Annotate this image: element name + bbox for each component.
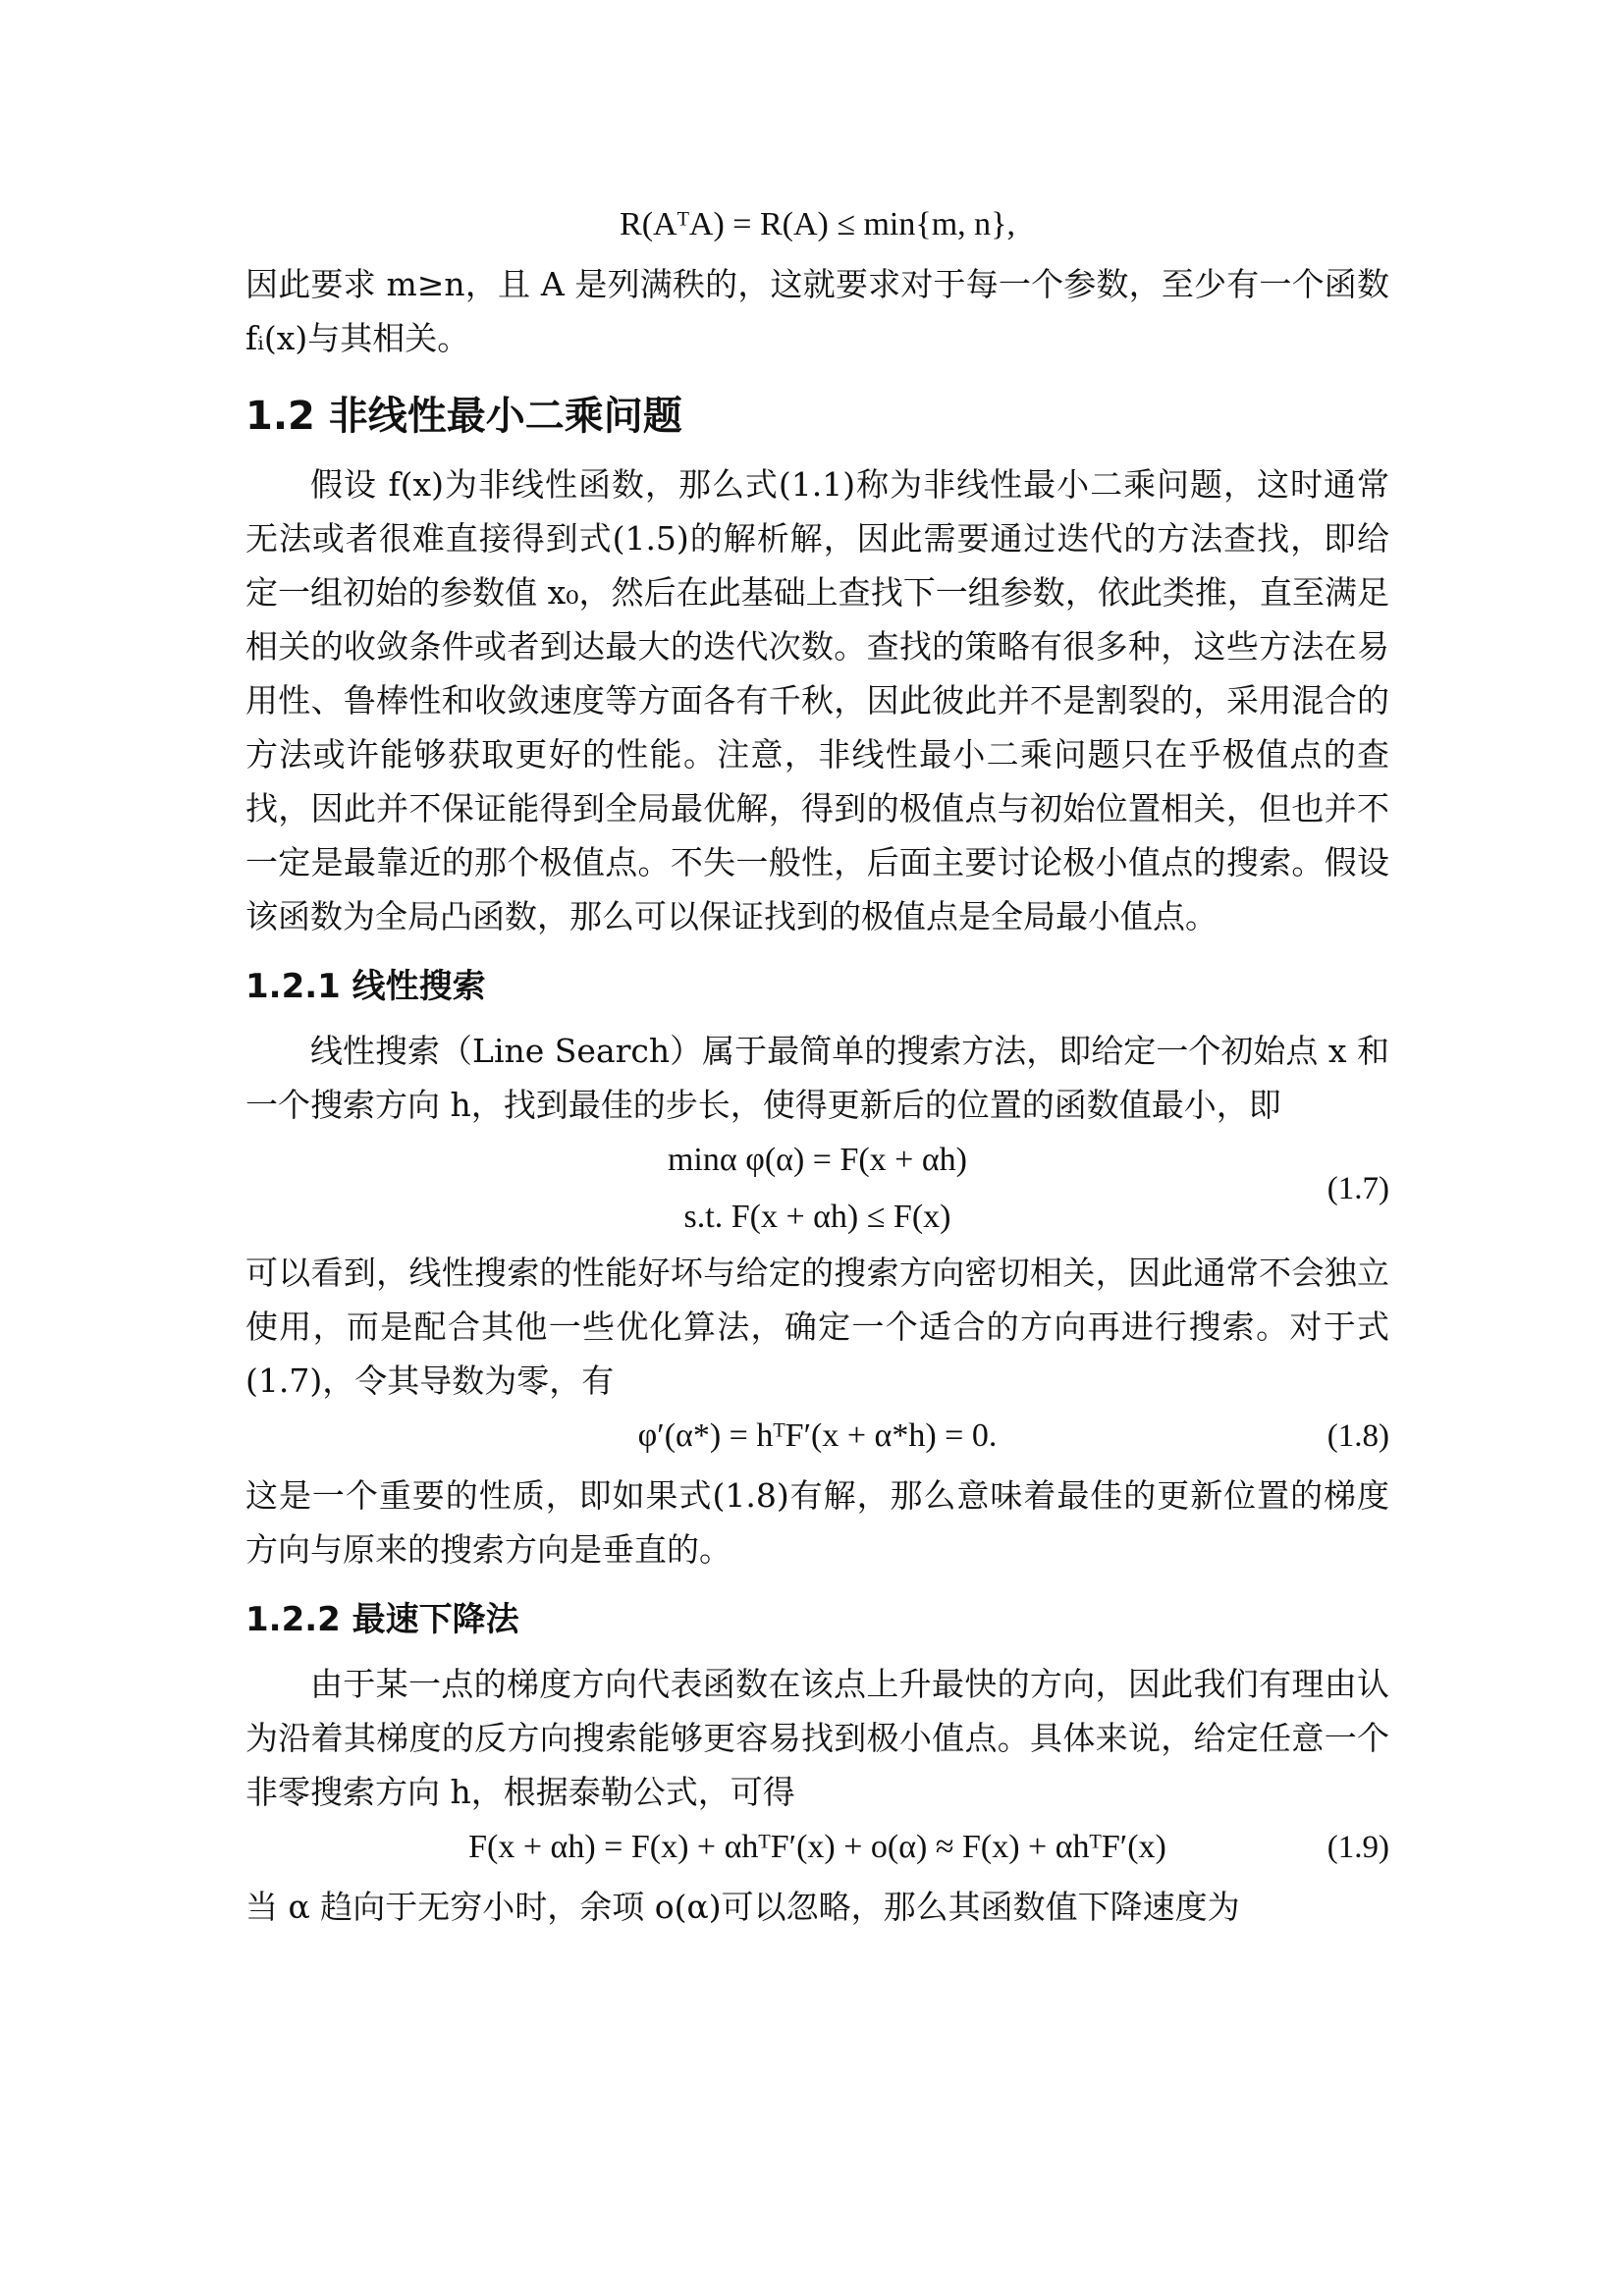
equation-1-8-text: φ′(α*) = hᵀF′(x + α*h) = 0. xyxy=(637,1417,998,1454)
equation-rank-text: R(AᵀA) = R(A) ≤ min{m, n}, xyxy=(620,206,1015,242)
paragraph-last: 当 α 趋向于无穷小时，余项 o(α)可以忽略，那么其函数值下降速度为 xyxy=(245,1888,1240,1926)
equation-number-1-7: (1.7) xyxy=(1326,1171,1389,1206)
equation-rank xyxy=(245,196,1389,257)
equation-number-1-8: (1.8) xyxy=(1326,1418,1389,1454)
paragraph-nonlinear: 假设 f(x)为非线性函数，那么式(1.1)称为非线性最小二乘问题，这时通常无法或者很难直接得到式(1.5)的解析解，因此需要通过迭代的方法查找，即给定一组初始的参数值 x₀，然后在此基础上查找下一组参数，依此类推，直至满足相关的收敛条件或者到达最大的迭代次数。查找的策略有很多种，这些方法在易用性、鲁棒性和收敛速度等方面各有千秋，因此彼此并不是割裂的，采用混合的方法或许能够获取更好的性能。注意，非线性最小二乘问题只在乎极值点的查找，因此并不保证能得到全局最优解，得到的极值点与初始位置相关，但也并不一定是最靠近的那个极值点。不失一般性，后面主要讨论极小值点的搜索。假设该函数为全局凸函数，那么可以保证找到的极值点是全局最小值点。 xyxy=(245,465,1389,935)
section-heading-1-2-1: 1.2.1 线性搜索 xyxy=(245,967,486,1006)
equation-1-8 xyxy=(245,1408,1389,1468)
paragraph-rank: 因此要求 m≥n，且 A 是列满秩的，这就要求对于每一个参数，至少有一个函数 fᵢ(x)与其相关。 xyxy=(245,265,1389,357)
paragraph-steepest-descent: 由于某一点的梯度方向代表函数在该点上升最快的方向，因此我们有理由认为沿着其梯度的反方向搜索能够更容易找到极小值点。具体来说，给定任意一个非零搜索方向 h，根据泰勒公式，可得 xyxy=(245,1665,1389,1811)
page-content xyxy=(245,196,1389,1934)
equation-1-9 xyxy=(245,1819,1389,1880)
equation-1-9-text: F(x + αh) = F(x) + αhᵀF′(x) + o(α) ≈ F(x) + αhᵀF′(x) xyxy=(468,1829,1166,1865)
section-heading-1-2: 1.2 非线性最小二乘问题 xyxy=(245,394,682,439)
paragraph-line-search: 线性搜索（Line Search）属于最简单的搜索方法，即给定一个初始点 x 和一个搜索方向 h，找到最佳的步长，使得更新后的位置的函数值最小，即 xyxy=(245,1032,1389,1124)
equation-1-7-line1: minα φ(α) = F(x + αh) xyxy=(667,1142,967,1178)
equation-1-7-line2: s.t. F(x + αh) ≤ F(x) xyxy=(683,1199,951,1235)
paragraph-after-1-7: 可以看到，线性搜索的性能好坏与给定的搜索方向密切相关，因此通常不会独立使用，而是配合其他一些优化算法，确定一个适合的方向再进行搜索。对于式(1.7)，令其导数为零，有 xyxy=(245,1254,1389,1400)
section-heading-1-2-2: 1.2.2 最速下降法 xyxy=(245,1600,519,1639)
equation-number-1-9: (1.9) xyxy=(1326,1830,1389,1865)
equation-1-7 xyxy=(245,1132,1389,1246)
paragraph-after-1-8: 这是一个重要的性质，即如果式(1.8)有解，那么意味着最佳的更新位置的梯度方向与原来的搜索方向是垂直的。 xyxy=(245,1476,1389,1569)
